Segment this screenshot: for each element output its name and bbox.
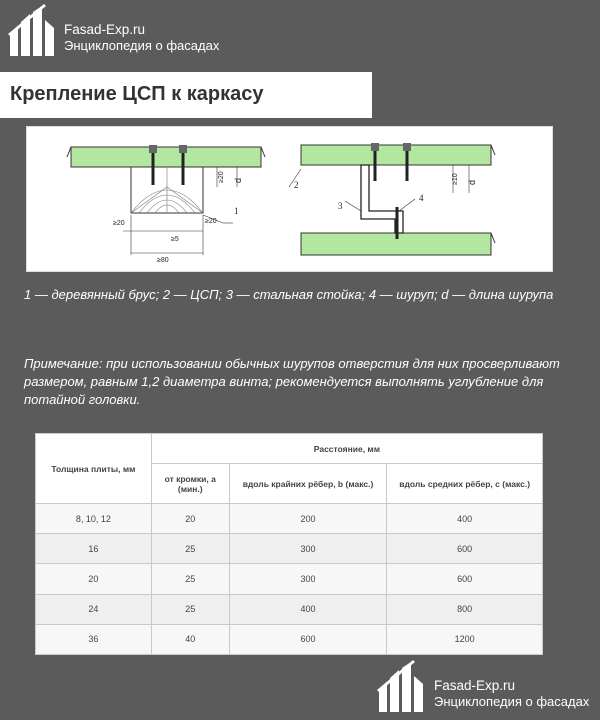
header-thickness: Толщина плиты, мм (36, 434, 152, 504)
site-logo-bottom[interactable] (376, 660, 589, 714)
table-cell: 400 (229, 594, 387, 624)
fastening-drawing (27, 127, 552, 271)
table-cell: 800 (387, 594, 543, 624)
table-row (36, 624, 543, 654)
brand-name: Fasad-Exp.ru (64, 22, 146, 37)
table-row (36, 534, 543, 564)
table-cell: 36 (36, 624, 152, 654)
site-logo[interactable] (8, 4, 219, 58)
dim-20-c: ≥20 (218, 171, 225, 183)
board-left (71, 147, 261, 167)
figure-legend: 1 — деревянный брус; 2 — ЦСП; 3 — стальная стойка; 4 — шуруп; d — длина шурупа (24, 287, 554, 302)
label-1: 1 (234, 206, 239, 216)
screw-head-4 (403, 143, 411, 151)
table-cell: 200 (229, 504, 387, 534)
building-logo-icon (376, 660, 428, 714)
table-cell: 1200 (387, 624, 543, 654)
dim-5: ≥5 (171, 236, 179, 243)
table-cell: 400 (387, 504, 543, 534)
label-2: 2 (294, 180, 299, 190)
table-row (36, 504, 543, 534)
label-4: 4 (419, 193, 424, 203)
dim-10: ≥10 (452, 173, 459, 185)
header-middle-ribs: вдоль средних рёбер, c (макс.) (387, 464, 543, 504)
dim-20-b: ≥20 (205, 218, 217, 225)
table-cell: 40 (151, 624, 229, 654)
dim-80: ≥80 (157, 257, 169, 264)
table-cell: 8, 10, 12 (36, 504, 152, 534)
table-cell: 300 (229, 564, 387, 594)
header-outer-ribs: вдоль крайних рёбер, b (макс.) (229, 464, 387, 504)
note-text: Примечание: при использовании обычных шурупов отверстия для них просверливают размером, равным 1,2 диаметра винта; рекомендуется выполнять углубление для потайной головки. (24, 356, 560, 407)
table-cell: 20 (151, 504, 229, 534)
table-cell: 600 (229, 624, 387, 654)
screw-head-3 (371, 143, 379, 151)
fastening-diagram (26, 126, 553, 272)
table-cell: 16 (36, 534, 152, 564)
table-cell: 25 (151, 594, 229, 624)
screw-head-1 (149, 145, 157, 153)
table-row (36, 594, 543, 624)
brand-name: Fasad-Exp.ru (434, 678, 516, 693)
brand-tagline: Энциклопедия о фасадах (434, 694, 590, 709)
dim-d-right: d (467, 179, 477, 185)
page-title: Крепление ЦСП к каркасу (10, 83, 264, 105)
screw-head-2 (179, 145, 187, 153)
dim-d-left: d (233, 177, 243, 183)
header-edge: от кромки, a (мин.) (151, 464, 229, 504)
table-cell: 24 (36, 594, 152, 624)
label-3: 3 (338, 201, 343, 211)
spacing-table (35, 433, 543, 655)
table-cell: 300 (229, 534, 387, 564)
table-cell: 25 (151, 564, 229, 594)
table-row (36, 564, 543, 594)
table-cell: 20 (36, 564, 152, 594)
title-bar (0, 72, 372, 118)
dim-20-a: ≥20 (113, 220, 125, 227)
board-right-top (301, 145, 491, 165)
building-logo-icon (8, 4, 58, 58)
header-distance: Расстояние, мм (151, 434, 542, 464)
table-cell: 600 (387, 534, 543, 564)
table-cell: 25 (151, 534, 229, 564)
brand-tagline: Энциклопедия о фасадах (64, 38, 220, 53)
table-cell: 600 (387, 564, 543, 594)
